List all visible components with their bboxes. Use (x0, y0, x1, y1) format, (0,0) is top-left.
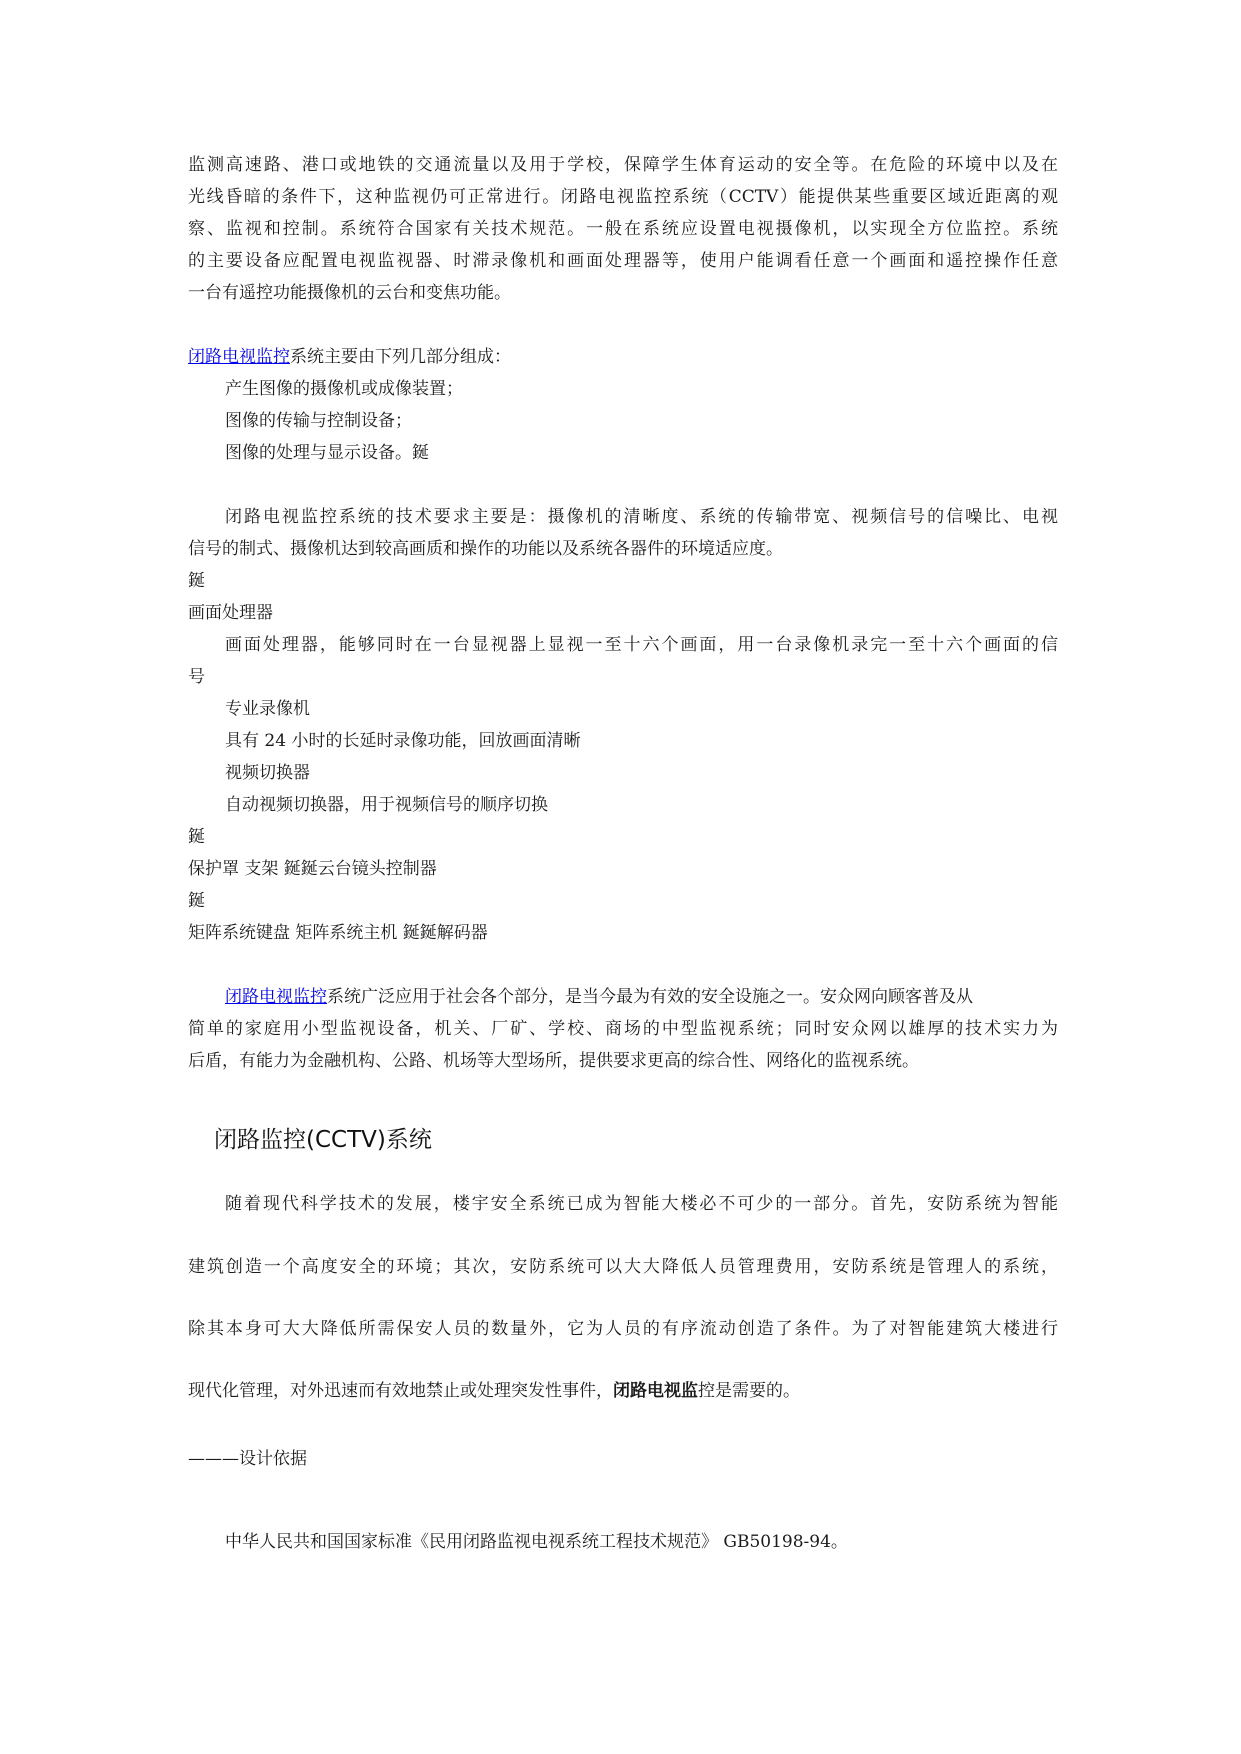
paragraph-line (188, 1379, 800, 1403)
text-span: 控是需要的。 (698, 1381, 800, 1401)
paragraph-line: 闭路电视监控系统的技术要求主要是：摄像机的清晰度、系统的传输带宽、视频信号的信噪比、电视 (225, 507, 1058, 527)
paragraph-line: 的主要设备应配置电视监视器、时滞录像机和画面处理器等，使用户能调看任意一个画面和遥控操作任意 (188, 251, 1058, 271)
list-item: 图像的处理与显示设备。鋋 (225, 443, 429, 463)
glyph-line: 鋋 (188, 571, 205, 591)
list-item: 图像的传输与控制设备； (225, 411, 412, 431)
device-title: 视频切换器 (225, 763, 310, 783)
design-basis-label: ———设计依据 (188, 1449, 307, 1469)
list-item: 产生图像的摄像机或成像装置； (225, 379, 463, 399)
text-span: 现代化管理，对外迅速而有效地禁止或处理突发性事件， (188, 1381, 613, 1401)
cctv-link[interactable]: 闭路电视监控 (188, 347, 290, 367)
glyph-line: 鋋 (188, 827, 205, 847)
paragraph-line: 后盾，有能力为金融机构、公路、机场等大型场所，提供要求更高的综合性、网络化的监视系统。 (188, 1051, 919, 1071)
device-desc: 画面处理器，能够同时在一台显视器上显视一至十六个画面，用一台录像机录完一至十六个画面的信 (225, 635, 1058, 655)
bold-text: 闭路电视监 (613, 1381, 698, 1401)
paragraph-line: 察、监视和控制。系统符合国家有关技术规范。一般在系统应设置电视摄像机，以实现全方位监控。系统 (188, 219, 1058, 239)
standard-reference: 中华人民共和国国家标准《民用闭路监视电视系统工程技术规范》 GB50198-94。 (225, 1532, 848, 1552)
section-heading: 闭路监控(CCTV)系统 (214, 1127, 432, 1153)
device-desc: 具有 24 小时的长延时录像功能，回放画面清晰 (225, 731, 581, 751)
paragraph-line: 一台有遥控功能摄像机的云台和变焦功能。 (188, 283, 511, 303)
application-text: 系统广泛应用于社会各个部分，是当今最为有效的安全设施之一。安众网向顾客普及从 (327, 987, 973, 1007)
paragraph-line: 信号的制式、摄像机达到较高画质和操作的功能以及系统各器件的环境适应度。 (188, 539, 783, 559)
application-line (225, 985, 973, 1009)
paragraph-line: 建筑创造一个高度安全的环境；其次，安防系统可以大大降低人员管理费用，安防系统是管理人的系统， (188, 1257, 1058, 1277)
paragraph-line: 监测高速路、港口或地铁的交通流量以及用于学校，保障学生体育运动的安全等。在危险的环境中以及在 (188, 155, 1058, 175)
paragraph-line: 简单的家庭用小型监视设备，机关、厂矿、学校、商场的中型监视系统；同时安众网以雄厚的技术实力为 (188, 1019, 1058, 1039)
device-row: 保护罩 支架 鋋鋋云台镜头控制器 (188, 859, 437, 879)
cctv-link[interactable]: 闭路电视监控 (225, 987, 327, 1007)
device-row: 矩阵系统键盘 矩阵系统主机 鋋鋋解码器 (188, 923, 488, 943)
device-title: 专业录像机 (225, 699, 310, 719)
components-intro (188, 345, 511, 369)
paragraph-line: 除其本身可大大降低所需保安人员的数量外，它为人员的有序流动创造了条件。为了对智能建筑大楼进行 (188, 1319, 1058, 1339)
paragraph-line: 光线昏暗的条件下，这种监视仍可正常进行。闭路电视监控系统（CCTV）能提供某些重要区域近距离的观 (188, 187, 1058, 207)
paragraph-line: 随着现代科学技术的发展，楼宇安全系统已成为智能大楼必不可少的一部分。首先，安防系统为智能 (225, 1194, 1058, 1214)
device-title: 画面处理器 (188, 603, 273, 623)
device-desc: 号 (188, 667, 205, 687)
glyph-line: 鋋 (188, 891, 205, 911)
components-intro-text: 系统主要由下列几部分组成： (290, 347, 511, 367)
device-desc: 自动视频切换器，用于视频信号的顺序切换 (225, 795, 548, 815)
